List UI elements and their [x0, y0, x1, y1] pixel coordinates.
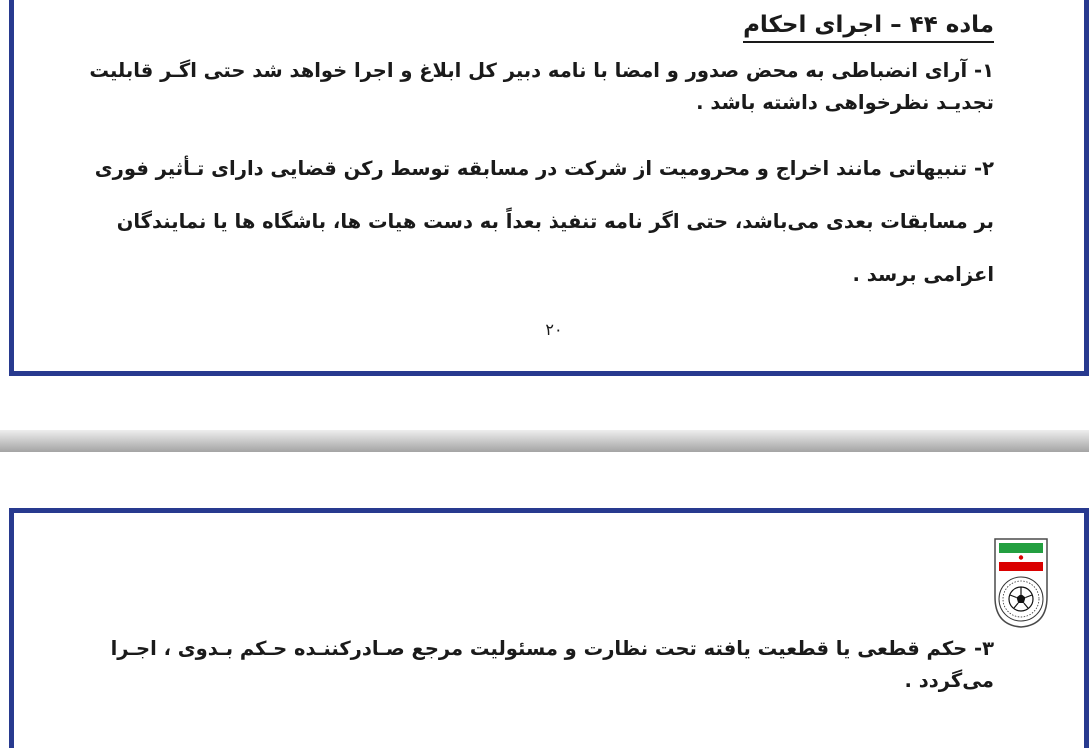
page-number: ۲۰ [545, 320, 563, 339]
paragraph-1-line-2: تجدیـد نظرخواهی داشته باشد . [696, 91, 994, 114]
document-page-top [9, 0, 1089, 376]
paragraph-1-line-1: ۱- آرای انضباطی به محض صدور و امضا با نامه دبیر کل ابلاغ و اجرا خواهد شد حتی اگـر قابلیت [89, 59, 994, 82]
paragraph-3 [111, 633, 994, 697]
paragraph-2 [95, 142, 994, 301]
paragraph-3-line-2: می‌گردد . [904, 669, 994, 692]
paragraph-1 [89, 55, 994, 119]
paragraph-2-line-2: بر مسابقات بعدی می‌باشد، حتی اگر نامه تنفیذ بعداً به دست هیات ها، باشگاه ها یا نمایندگان [116, 210, 994, 233]
paragraph-3-line-1: ۳- حکم قطعی یا قطعیت یافته تحت نظارت و مسئولیت مرجع صـادرکننـده حـکم بـدوی ، اجـرا [110, 637, 994, 660]
section-heading: ماده ۴۴ – اجرای احکام [743, 10, 994, 43]
federation-emblem-icon [992, 537, 1050, 629]
page-separator [0, 430, 1089, 452]
paragraph-2-line-1: ۲- تنبیهاتی مانند اخراج و محرومیت از شرکت در مسابقه توسط رکن قضایی دارای تـأثیر فوری [94, 157, 994, 180]
paragraph-2-line-3: اعزامی برسد . [852, 263, 994, 286]
document-page-bottom [9, 508, 1089, 748]
